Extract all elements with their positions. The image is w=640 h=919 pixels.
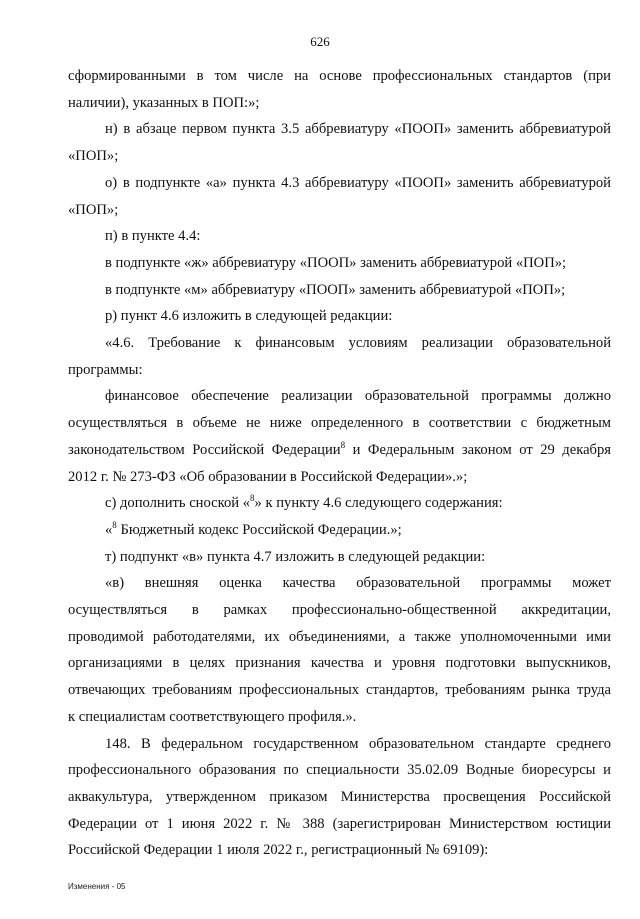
paragraph: 148. В федеральном государственном образовательном стандарте среднего профессионального образования по специальности 35.02.09 Водные биоресурсы и аквакультура, утвержденном приказом Министерства просвещения Российской Федерации от 1 июня 2022 г. № 388 (зарегистрирован Министерством юстиции Российской Федерации 1 июля 2022 г., регистрационный № 69109):: [68, 735, 611, 859]
text-line: «в) внешняя оценка качества образовательной программы может: [105, 575, 611, 592]
text-line: отвечающих требованиям профессиональных стандартов, требованиям рынка труда: [68, 682, 611, 699]
paragraph: т) подпункт «в» пункта 4.7 изложить в следующей редакции:: [105, 548, 486, 565]
paragraph: с) дополнить сноской «$^8$» к пункту 4.6 следующего содержания:: [105, 493, 503, 512]
paragraph: в подпункте «м» аббревиатуру «ПООП» заменить аббревиатурой «ПОП»;: [105, 281, 566, 298]
document-body: [68, 63, 611, 864]
text-line: проводимой работодателями, их объединениями, а также уполномоченными ими: [68, 628, 611, 645]
paragraph: п) в пункте 4.4:: [105, 228, 201, 245]
footnote-ref: 8: [250, 493, 255, 504]
footnote-ref: 8: [112, 519, 117, 530]
text-line: организациями в целях признания качества и уровня подготовки выпускников,: [68, 655, 611, 672]
text-line: к специалистам соответствующего профиля.».: [68, 708, 357, 725]
page-number: 626: [310, 34, 330, 49]
text-line: осуществляться в рамках профессионально-общественной аккредитации,: [68, 602, 611, 619]
paragraph: сформированными в том числе на основе профессиональных стандартов (при наличии), указанных в ПОП:»;: [68, 68, 611, 111]
paragraph-quoted-subitem: [68, 570, 611, 730]
paragraph: «4.6. Требование к финансовым условиям реализации образовательной программы:: [68, 335, 611, 378]
paragraph: о) в подпункте «а» пункта 4.3 аббревиатуру «ПООП» заменить аббревиатурой «ПОП»;: [68, 174, 611, 218]
paragraph: н) в абзаце первом пункта 3.5 аббревиатуру «ПООП» заменить аббревиатурой «ПОП»;: [68, 121, 611, 165]
footnote-ref: 8: [340, 439, 346, 450]
paragraph: «$^8$ Бюджетный кодекс Российской Федерации.»;: [105, 519, 402, 538]
footer-label: Изменения - 05: [68, 882, 126, 891]
paragraph: финансовое обеспечение реализации образовательной программы должно осуществляться в объеме не ниже определенного в соответствии с бюджетным законодательством Российской Федерации$^8$ и Федеральным законом от 29 декабря 2012 г. № 273-ФЗ «Об образовании в Российской Федерации».»;: [68, 388, 611, 485]
paragraph: р) пункт 4.6 изложить в следующей редакции:: [105, 308, 393, 325]
paragraph: в подпункте «ж» аббревиатуру «ПООП» заменить аббревиатурой «ПОП»;: [105, 254, 567, 271]
